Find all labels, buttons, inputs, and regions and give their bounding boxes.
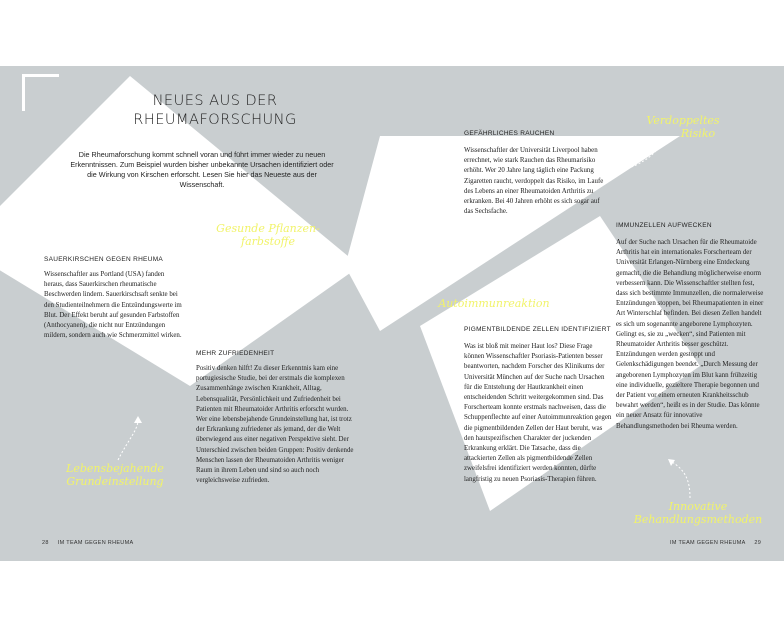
heading-immunzellen: IMMUNZELLEN AUFWECKEN — [616, 222, 712, 229]
script-methoden-line2: Behandlungsmethoden — [633, 513, 763, 526]
text-sauerkirschen: Wissenschaftler aus Portland (USA) fanden heraus, dass Sauerkirschen rheumatische Beschwerden lindern. Sauerkirschsaft senkte bei den Studienteilnehmern die Entzündungswerte im Blut. Der Effekt beruht auf gesunden Farbstoffen (Anthocyanen), die nicht nur Entzündungen mildern, sondern auch wie Schmerzmittel wirken. — [44, 271, 182, 340]
script-risiko-line1: Verdoppeltes — [646, 114, 720, 127]
script-grund-line1: Lebensbejahende — [66, 462, 164, 475]
text-rauchen: Wissenschaftler der Universität Liverpool haben errechnet, wie stark Rauchen das Rheumarisiko erhöht. Wer 20 Jahre lang täglich eine Packung Zigaretten raucht, verdoppelt das Risiko, im Laufe des Lebens an einer Rheumatoiden Arthritis zu erkranken. Bei 40 Jahren erhöht es sich sogar auf das Sechsfache. — [464, 147, 604, 216]
script-label-autoimmun: Autoimmunreaktion — [438, 297, 550, 310]
script-methoden-line1: Innovative — [668, 500, 728, 513]
arrow-farbstoffe — [188, 258, 262, 298]
heading-sauerkirschen: SAUERKIRSCHEN GEGEN RHEUMA — [44, 256, 164, 263]
intro-text: Die Rheumaforschung kommt schnell voran und führt immer wieder zu neuen Erkenntnissen. Zum Beispiel wurden bisher unbekannte Ursachen identifiziert oder die Wirkung von Kirschen erforscht. Lesen Sie hier das Neueste aus der Wissenschaft. — [70, 150, 334, 189]
script-grund-line2: Grundeinstellung — [66, 475, 164, 488]
heading-zufriedenheit: MEHR ZUFRIEDENHEIT — [196, 350, 275, 357]
page-title-line1: NEUES AUS DER — [152, 93, 278, 109]
page-number-left: 28 — [42, 540, 49, 546]
text-zufriedenheit: Positiv denken hilft! Zu dieser Erkenntnis kam eine portugiesische Studie, bei der erstmals die komplexen Zusammenhänge zwischen Krankheit, Alltag, Lebensqualität, Persönlichkeit und Zufriedenheit bei Patienten mit Rheumatoider Arthritis erforscht wurden. Wer eine lebensbejahende Grundeinstellung hat, ist trotz der Erkrankung zufriedener als jemand, der die Welt überwiegend aus einer negativen Perspektive sieht. Der Unterschied zwischen beiden Gruppen: Positiv denkende Menschen lassen der Rheumatoiden Arthritis weniger Raum in ihrem Leben und sind so auch noch vergleichsweise zufrieden. — [196, 365, 354, 485]
script-risiko-line2: Risiko — [680, 127, 716, 140]
heading-rauchen: GEFÄHRLICHES RAUCHEN — [464, 130, 555, 137]
text-pigment: Was ist bloß mit meiner Haut los? Diese Frage können Wissenschaftler Psoriasis-Patienten besser beantworten, nachdem Forscher des Klinikums der Universität München auf der Suche nach Ursachen für die Entstehung der Hautkrankheit einen entscheidenden Schritt weitergekommen sind. Das Forscherteam konnte erstmals nachweisen, dass die Schuppenflechte auf einer Autoimmunreaktion gegen die pigmentbildenden Zellen der Haut beruht, was den hautspezifischen Charakter der juckenden Erkrankung erklärt. Die Tatsache, dass die attackierten Zellen als pigmentbildende Zellen zweifelsfrei identifiziert werden konnten, dürfte langfristig zu neuen Psoriasis-Therapien führen. — [464, 343, 612, 483]
arrowhead-risiko — [658, 136, 666, 143]
arrowhead-methoden — [668, 459, 675, 466]
script-farbstoffe-line1: Gesunde Pflanzen- — [216, 222, 320, 235]
arrowhead-autoimmun — [436, 314, 444, 321]
arrow-risiko — [616, 140, 662, 172]
arrowhead-farbstoffe — [259, 254, 266, 261]
page-number-right: 29 — [754, 540, 762, 546]
page-title-line2: RHEUMAFORSCHUNG — [133, 112, 297, 128]
folio-label-left: IM TEAM GEGEN RHEUMA — [57, 540, 134, 546]
arrow-methoden — [672, 462, 690, 498]
text-immunzellen: Auf der Suche nach Ursachen für die Rheumatoide Arthritis hat ein internationales Forscherteam der Universität Erlangen-Nürnberg eine Entdeckung gemacht, die die Behandlung möglicherweise enorm verbessern kann. Die Wissenschaftler stellten fest, dass sich bestimmte Immunzellen, die normalerweise Entzündungen stoppen, bei Rheumapatienten in einer Art Winterschlaf befinden. Bei diesen Zellen handelt es sich um sogenannte angeborene Lymphozyten. Gelingt es, sie zu „wecken“, sind Patienten mit Rheumatoider Arthritis besser geschützt. Entzündungen werden gestoppt und Gelenkschädigungen beendet. „Durch Messung der angeborenen Lymphozyten im Blut kann frühzeitig eine individuelle, gezieltere Therapie begonnen und der Patient vor einem erneuten Krankheitsschub bewahrt werden“, heißt es in der Studie. Das könnte ein neuer Ansatz für innovative Behandlungsmethoden bei Rheuma werden. — [616, 239, 764, 430]
script-farbstoffe-line2: farbstoffe — [241, 235, 295, 248]
arrow-autoimmun — [435, 318, 452, 382]
folio-label-right: IM TEAM GEGEN RHEUMA — [670, 540, 746, 546]
arrowhead-grundeinstellung — [134, 416, 142, 423]
arrow-grundeinstellung — [118, 420, 138, 460]
heading-pigment: PIGMENTBILDENDE ZELLEN IDENTIFIZIERT — [464, 326, 611, 333]
